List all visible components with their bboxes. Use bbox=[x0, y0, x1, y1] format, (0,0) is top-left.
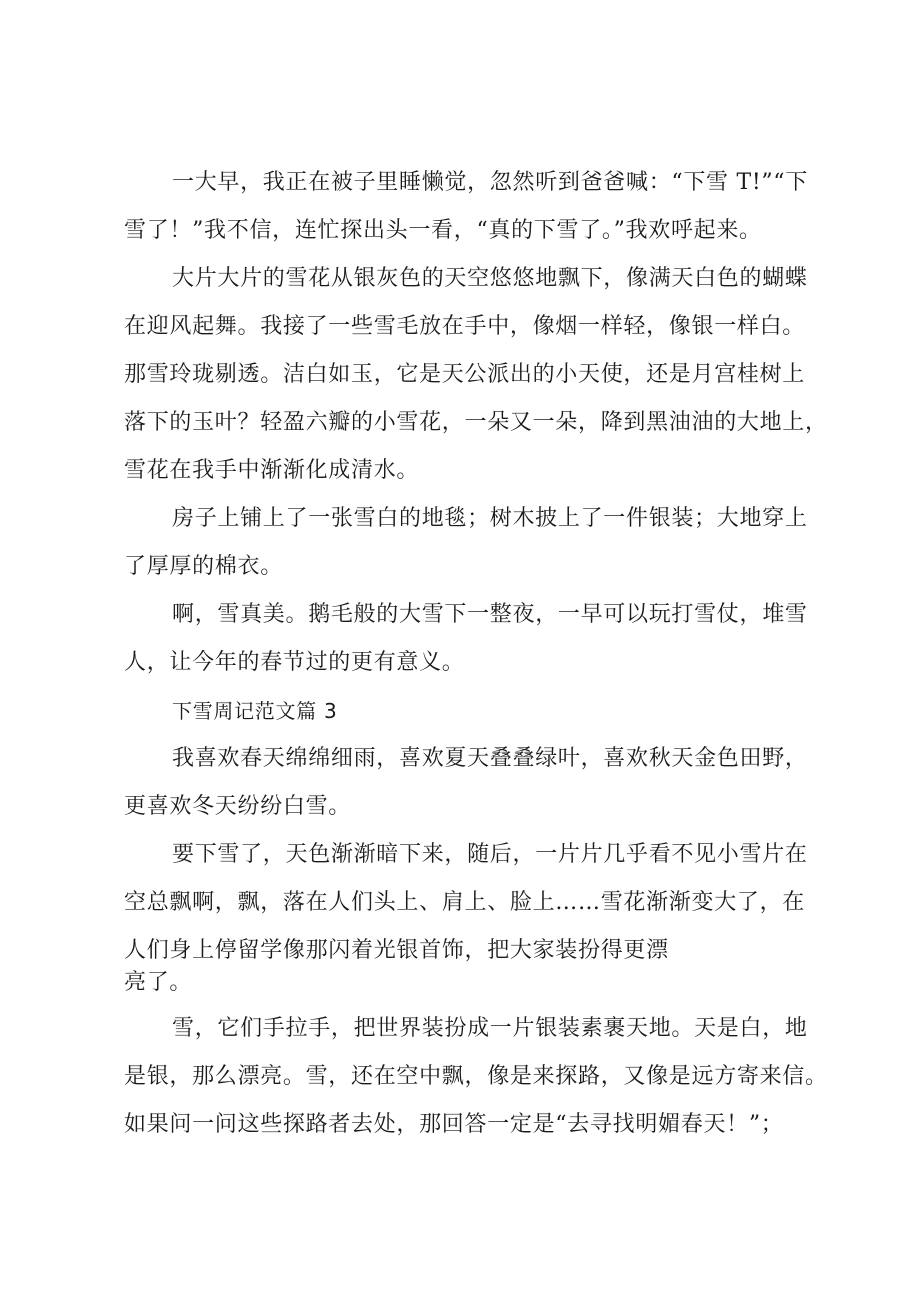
text-line: 雪了！”我不信，连忙探出头一看，“真的下雪了。”我欢呼起来。 bbox=[124, 218, 762, 243]
text-line: 如果问一问这些探路者去处，那回答一定是“去寻找明媚春天！”； bbox=[124, 1112, 784, 1137]
text-line: 了厚厚的棉衣。 bbox=[124, 554, 283, 579]
text-line: 人们身上停留学像那闪着光银首饰，把大家装扮得更漂 bbox=[124, 938, 669, 963]
text-line: 要下雪了，天色渐渐暗下来，随后，一片片几乎看不见小雪片在 bbox=[172, 842, 808, 867]
text-line: 一大早，我正在被子里睡懒觉，忽然听到爸爸喊：“下雪 T!”“下 bbox=[172, 170, 808, 195]
text-line: 更喜欢冬天纷纷白雪。 bbox=[124, 794, 352, 819]
text-line: 大片大片的雪花从银灰色的天空悠悠地飘下，像满天白色的蝴蝶 bbox=[172, 266, 808, 291]
text-line: 亮了。 bbox=[124, 970, 193, 995]
text-line: 人，让今年的春节过的更有意义。 bbox=[124, 650, 465, 675]
text-line: 是银，那么漂亮。雪，还在空中飘，像是来探路，又像是远方寄来信。 bbox=[124, 1064, 828, 1089]
text-line: 那雪玲珑剔透。洁白如玉，它是天公派出的小天使，还是月宫桂树上 bbox=[124, 362, 806, 387]
section-heading: 下雪周记范文篇 3 bbox=[172, 699, 338, 723]
text-line: 落下的玉叶？轻盈六瓣的小雪花，一朵又一朵，降到黑油油的大地上， bbox=[124, 410, 828, 435]
text-line: 空总飘啊，飘，落在人们头上、肩上、脸上……雪花渐渐变大了，在 bbox=[124, 890, 806, 915]
text-line: 啊，雪真美。鹅毛般的大雪下一整夜，一早可以玩打雪仗，堆雪 bbox=[172, 602, 808, 627]
text-line: 房子上铺上了一张雪白的地毯；树木披上了一件银装；大地穿上 bbox=[172, 506, 808, 531]
text-line: 我喜欢春天绵绵细雨，喜欢夏天叠叠绿叶，喜欢秋天金色田野， bbox=[172, 746, 808, 771]
text-line: 在迎风起舞。我接了一些雪毛放在手中，像烟一样轻，像银一样白。 bbox=[124, 314, 806, 339]
text-line: 雪，它们手拉手，把世界装扮成一片银装素裹天地。天是白，地 bbox=[172, 1016, 808, 1041]
text-line: 雪花在我手中渐渐化成清水。 bbox=[124, 458, 420, 483]
